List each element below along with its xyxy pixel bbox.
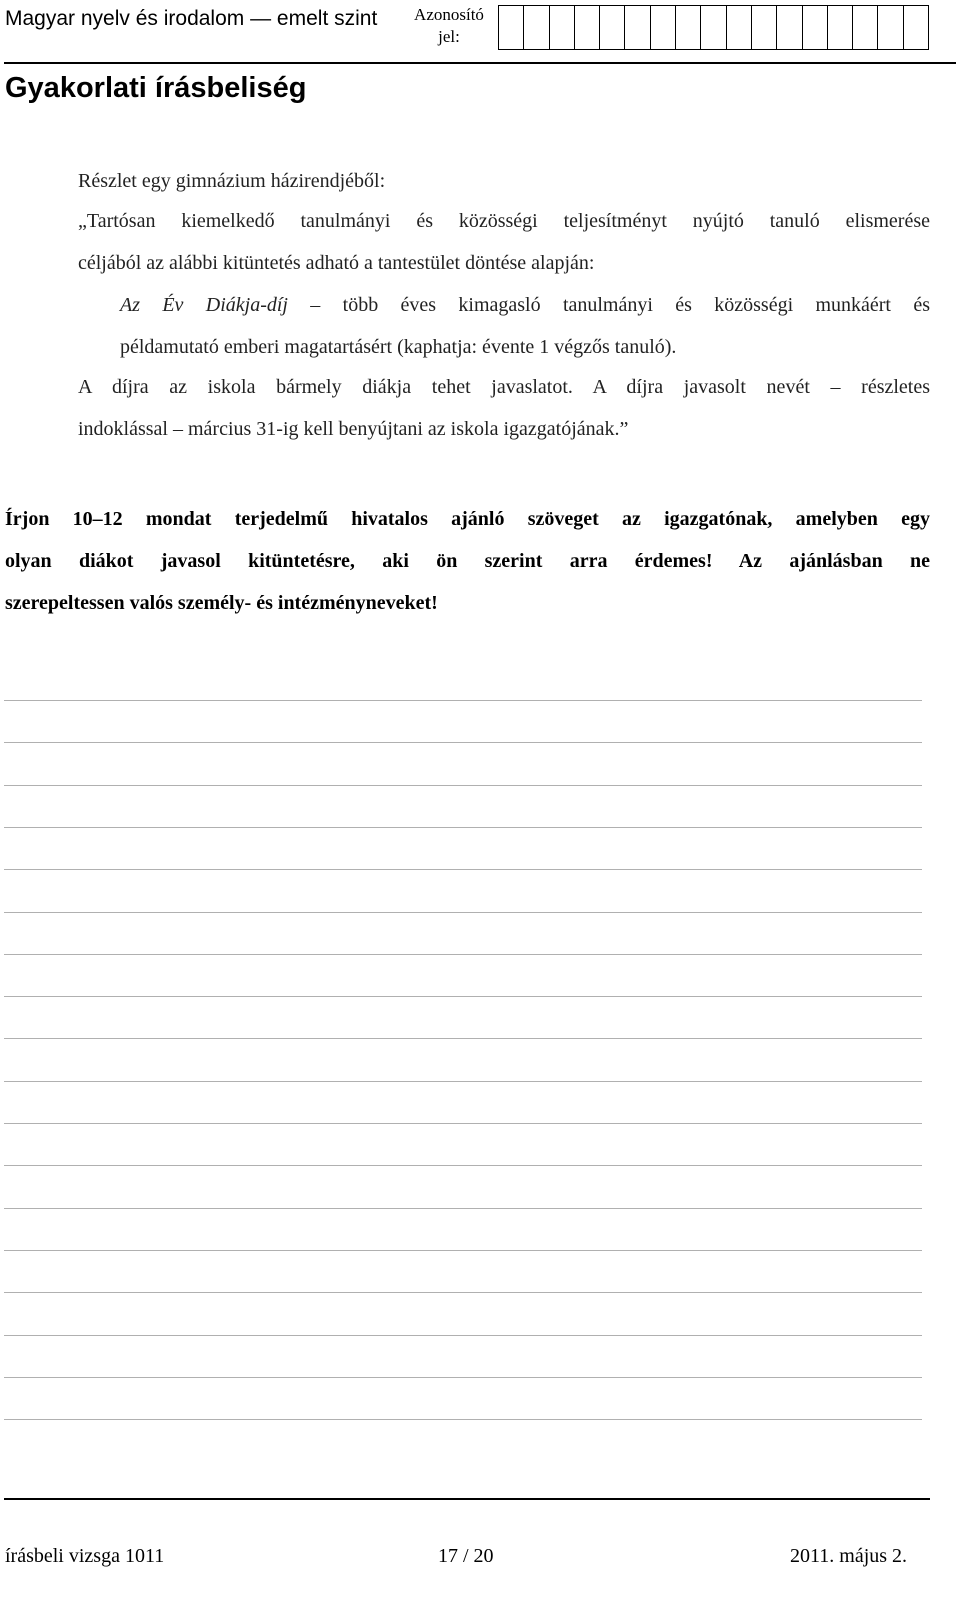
writing-line[interactable]	[4, 742, 922, 743]
task-line-3: szerepeltessen valós személy- és intézményneveket!	[5, 592, 438, 614]
footer-page-number: 17 / 20	[438, 1545, 494, 1567]
writing-line[interactable]	[4, 912, 922, 913]
writing-line[interactable]	[4, 700, 922, 701]
writing-line[interactable]	[4, 785, 922, 786]
award-line-2: példamutató emberi magatartásért (kaphatja: évente 1 végzős tanuló).	[120, 336, 677, 358]
writing-line[interactable]	[4, 996, 922, 997]
writing-line[interactable]	[4, 1038, 922, 1039]
id-digit-box[interactable]	[878, 5, 903, 50]
id-digit-box[interactable]	[777, 5, 802, 50]
writing-line[interactable]	[4, 1419, 922, 1420]
id-digit-box[interactable]	[701, 5, 726, 50]
header-divider	[4, 62, 956, 64]
id-digit-box[interactable]	[803, 5, 828, 50]
award-line-1	[120, 294, 930, 317]
id-label-line-2: jel:	[438, 27, 460, 46]
quote-line-2: céljából az alábbi kitüntetés adható a tantestület döntése alapján:	[78, 252, 595, 274]
id-digit-box[interactable]	[600, 5, 625, 50]
writing-line[interactable]	[4, 954, 922, 955]
writing-line[interactable]	[4, 1123, 922, 1124]
writing-line[interactable]	[4, 869, 922, 870]
task-line-2: olyan diákot javasol kitüntetésre, aki ön szerint arra érdemes! Az ajánlásban ne	[5, 550, 930, 572]
footer-divider	[4, 1498, 930, 1500]
section-title: Gyakorlati írásbeliség	[5, 72, 307, 104]
id-digit-box[interactable]	[575, 5, 600, 50]
id-label	[412, 4, 486, 48]
quote-line-1: „Tartósan kiemelkedő tanulmányi és közösségi teljesítményt nyújtó tanuló elismerése	[78, 210, 930, 232]
award-name: Az Év Diákja-díj	[120, 294, 288, 316]
id-code-boxes[interactable]	[498, 5, 929, 50]
id-digit-box[interactable]	[853, 5, 878, 50]
writing-line[interactable]	[4, 1250, 922, 1251]
id-digit-box[interactable]	[676, 5, 701, 50]
excerpt-intro: Részlet egy gimnázium házirendjéből:	[78, 170, 386, 192]
writing-line[interactable]	[4, 1208, 922, 1209]
footer-exam-code: írásbeli vizsga 1011	[5, 1545, 165, 1567]
id-digit-box[interactable]	[828, 5, 853, 50]
writing-line[interactable]	[4, 1165, 922, 1166]
id-digit-box[interactable]	[727, 5, 752, 50]
rule-line-2: indoklással – március 31-ig kell benyújtani az iskola igazgatójának.”	[78, 418, 629, 440]
id-digit-box[interactable]	[651, 5, 676, 50]
rule-line-1: A díjra az iskola bármely diákja tehet javaslatot. A díjra javasolt nevét – részletes	[78, 376, 930, 398]
writing-line[interactable]	[4, 1292, 922, 1293]
task-line-1: Írjon 10–12 mondat terjedelmű hivatalos ajánló szöveget az igazgatónak, amelyben egy	[5, 508, 930, 530]
writing-line[interactable]	[4, 1377, 922, 1378]
writing-line[interactable]	[4, 827, 922, 828]
id-digit-box[interactable]	[550, 5, 575, 50]
id-digit-box[interactable]	[904, 5, 929, 50]
id-label-line-1: Azonosító	[414, 5, 484, 24]
writing-line[interactable]	[4, 1335, 922, 1336]
id-digit-box[interactable]	[752, 5, 777, 50]
footer-date: 2011. május 2.	[790, 1545, 908, 1567]
id-digit-box[interactable]	[625, 5, 650, 50]
id-digit-box[interactable]	[524, 5, 549, 50]
id-digit-box[interactable]	[499, 5, 524, 50]
writing-line[interactable]	[4, 1081, 922, 1082]
header-subject: Magyar nyelv és irodalom — emelt szint	[5, 7, 378, 30]
award-description: – több éves kimagasló tanulmányi és közösségi munkáért és	[287, 294, 930, 316]
